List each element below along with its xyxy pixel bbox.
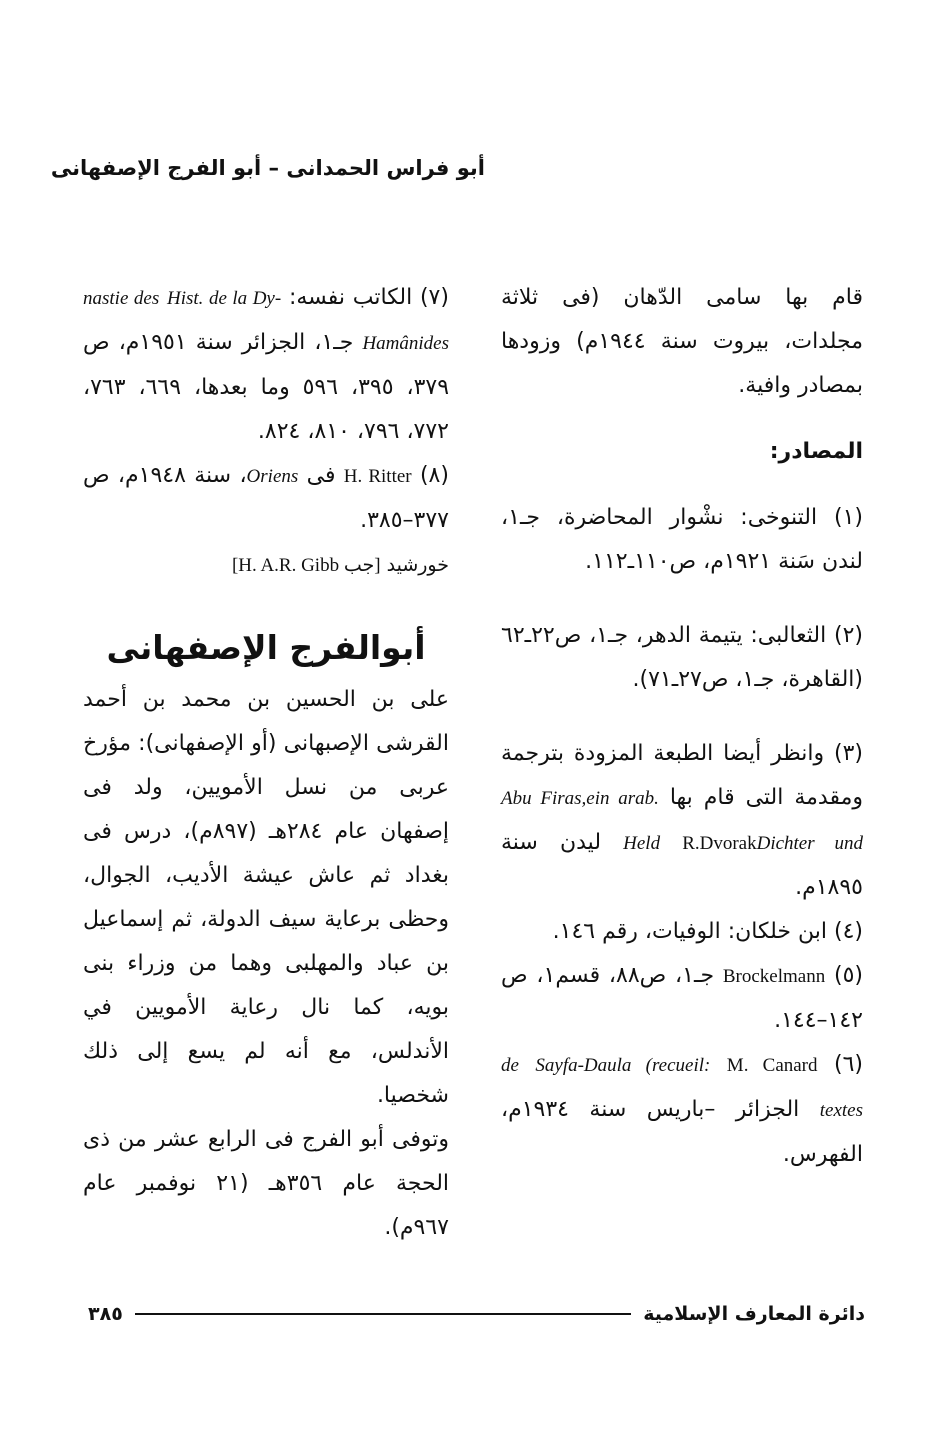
intro-paragraph: قام بها سامى الدّهان (فى ثلاثة مجلدات، بيروت سنة ١٩٤٤م) وزودها بمصادر وافية.	[501, 285, 863, 398]
reference-3	[501, 732, 863, 910]
reference-6-latin-author: M. Canard	[726, 1055, 818, 1076]
article-title: أبوالفرج الإصفهانى	[106, 628, 426, 667]
reference-5-tail: جـ١، ص٨٨،	[608, 963, 715, 988]
body-paragraph-1: على بن الحسين بن محمد بن أحمد القرشى الإصبهانى (أو الإصفهانى): مؤرخ عربى من نسل الأمويين، ولد فى إصفهان عام ٢٨٤هـ (٨٩٧م)، درس فى بغداد ثم عاش عيشة الأديب، الجوال، وحظى برعاية سيف الدولة، ثم إسماعيل بن عباد والمهلبى وهما من وزراء بنى بويه، كما نال رعاية الأمويين في الأندلس، مع أنه لم يسع إلى ذلك شخصيا.	[83, 687, 450, 1108]
reference-7-text: جـ١، الجزائر سنة ١٩٥١م، ص ٣٧٩، ٣٩٥، ٥٩٦ وما بعدها، ٦٦٩، ٧٦٣، ٧٧٢، ٧٩٦، ٨١٠، ٨٢٤.	[83, 330, 450, 444]
body-paragraph-2: وتوفى أبو الفرج فى الرابع عشر من ذى الحجة عام ٣٥٦هـ (٢١ نوفمبر عام ٩٦٧م).	[83, 1127, 450, 1240]
sources-heading: المصادر:	[769, 439, 863, 464]
reference-6	[501, 1043, 863, 1177]
reference-5-latin: Brockelmann	[722, 966, 826, 987]
reference-8-tail: ، سنة ١٩٤٨م، ص ٣٧٧–٣٨٥.	[83, 463, 449, 533]
footer-rule	[135, 1313, 631, 1315]
reference-6-latin-title-end: de textes	[501, 1055, 864, 1121]
reference-6-latin-title: Sayfa-Daula (recueil:	[535, 1055, 711, 1076]
reference-7-latin-2: nastie des Hamânides	[83, 288, 449, 354]
page-number: ٣٨٥	[88, 1303, 123, 1325]
article-signature	[83, 543, 449, 588]
right-column	[501, 276, 863, 1177]
reference-7	[83, 276, 449, 454]
page-footer	[88, 1300, 865, 1328]
reference-8	[83, 454, 449, 543]
reference-8-number: (٨)	[419, 463, 449, 488]
reference-7-lead: (٧) الكاتب نفسه:	[288, 285, 449, 310]
reference-3-text: (٣) وانظر أيضا الطبعة المزودة بترجمة ومقدمة التى قام بها	[501, 741, 863, 810]
reference-6-end: الفهرس.	[782, 1142, 863, 1167]
reference-8-latin-journal: Oriens	[246, 466, 299, 487]
reference-5-number: (٥)	[834, 963, 864, 988]
signature-latin: [جب H. A.R. Gibb]	[231, 555, 381, 576]
reference-5-end: قسم١، ص ١٤٢–١٤٤.	[501, 963, 863, 1033]
running-header: أبو فراس الحمدانى – أبو الفرج الإصفهانى	[50, 156, 485, 180]
signature-name: خورشيد	[386, 554, 449, 576]
reference-1: (١) التنوخى: نشْوار المحاضرة، جـ١، لندن سَنة ١٩٢١م، ص١١٠ـ١١٢.	[501, 505, 863, 574]
reference-6-tail: الجزائر –باريس سنة ١٩٣٤م،	[501, 1097, 800, 1122]
reference-3-tail: ليدن سنة ١٨٩٥م.	[501, 830, 863, 900]
left-column	[83, 276, 449, 1250]
footer-journal-title: دائرة المعارف الإسلامية	[643, 1303, 865, 1325]
reference-5	[501, 954, 863, 1043]
reference-6-number: (٦)	[833, 1052, 863, 1077]
reference-4: (٤) ابن خلكان: الوفيات، رقم ١٤٦.	[552, 919, 863, 944]
reference-3-latin-author: R.Dvorak	[682, 833, 757, 854]
reference-3-latin-held: Held	[623, 833, 661, 854]
reference-3-latin-title: Abu Firas,ein arab. Dichter und	[501, 788, 863, 854]
reference-2: (٢) الثعالبى: يتيمة الدهر، جـ١، ص٢٢ـ٦٢ (القاهرة، جـ١، ص٢٧ـ٧١).	[501, 623, 863, 692]
reference-8-fi: فى	[306, 463, 336, 488]
reference-7-latin-1: Hist. de la Dy-	[167, 288, 282, 309]
reference-8-latin-author: H. Ritter	[343, 466, 412, 487]
